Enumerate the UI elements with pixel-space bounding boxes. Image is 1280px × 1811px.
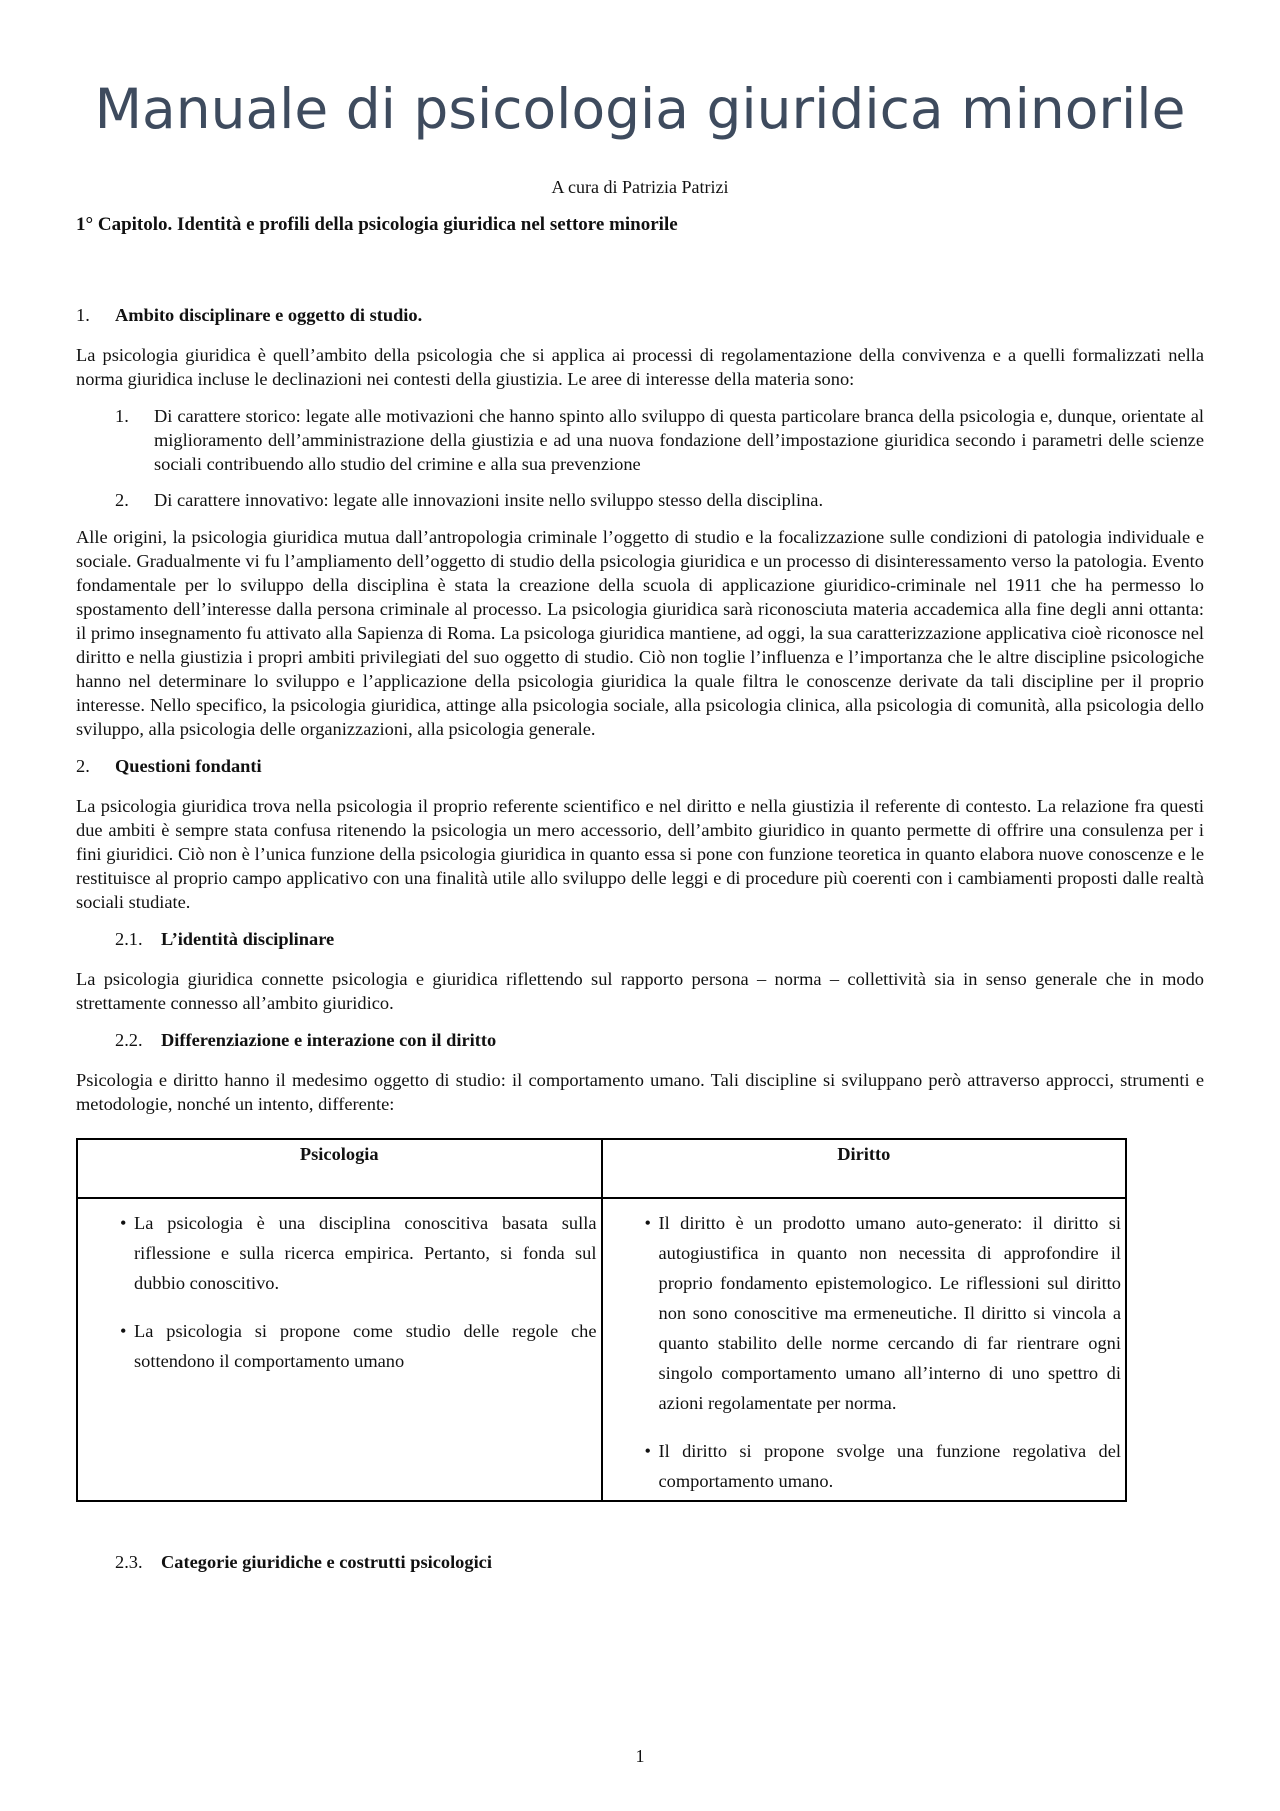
list-item-number: 1. [115, 406, 129, 426]
interest-areas-list [76, 404, 1204, 512]
table-header-row [77, 1139, 1126, 1198]
bullet-icon: • [644, 1213, 651, 1233]
diritto-bullets [607, 1208, 1122, 1496]
section-2-3-heading [76, 1550, 1204, 1574]
psicologia-cell [77, 1198, 602, 1501]
list-item-text: Di carattere storico: legate alle motivazioni che hanno spinto allo sviluppo di questa particolare branca della psicologia e, dunque, orientate al miglioramento dell’amministrazione della giustizia e ad una nuova fondazione dell’impostazione giuridica secondo i parametri delle scienze sociali contribuendo allo studio del crimine e alla sua prevenzione [154, 406, 1204, 474]
list-item [76, 488, 1204, 512]
bullet-text: Il diritto si propone svolge una funzione regolativa del comportamento umano. [658, 1441, 1121, 1491]
section-title: Ambito disciplinare e oggetto di studio. [115, 305, 423, 325]
section-number: 1. [76, 305, 90, 325]
list-item [607, 1436, 1122, 1496]
column-header-diritto: Diritto [602, 1139, 1127, 1198]
diritto-cell [602, 1198, 1127, 1501]
section-number: 2.1. [115, 929, 143, 949]
section-number: 2.3. [115, 1552, 143, 1572]
section-number: 2. [76, 756, 90, 776]
section-1-body: Alle origini, la psicologia giuridica mutua dall’antropologia criminale l’oggetto di studio e la focalizzazione sulle condizioni di patologia individuale e sociale. Gradualmente vi fu l’ampliamento dell’oggetto di studio della psicologia giuridica e un processo di disinteressamento verso la patologia. Evento fondamentale per lo sviluppo della disciplina è stata la creazione della scuola di applicazione giuridico-criminale nel 1911 che ha permesso lo spostamento dell’interesse dalla persona criminale al processo. La psicologia giuridica sarà riconosciuta materia accademica alla fine degli anni ottanta: il primo insegnamento fu attivato alla Sapienza di Roma. La psicologa giuridica mantiene, ad oggi, la sua caratterizzazione applicativa cioè riconosce nel diritto e nella giustizia i propri ambiti privilegiati del suo oggetto di studio. Ciò non toglie l’influenza e l’importanza che le altre discipline psicologiche hanno nel determinare lo sviluppo e l’applicazione della psicologia giuridica la quale filtra le conoscenze derivate da tali discipline per il proprio interesse. Nello specifico, la psicologia giuridica, attinge alla psicologia sociale, alla psicologia clinica, alla psicologia di comunità, alla psicologia dello sviluppo, alla psicologia delle organizzazioni, alla psicologia generale. [76, 527, 1204, 739]
document-subtitle: A cura di Patrizia Patrizi [551, 177, 729, 197]
list-item [82, 1208, 597, 1298]
section-2-1-body: La psicologia giuridica connette psicologia e giuridica riflettendo sul rapporto persona – norma – collettività sia in senso generale che in modo strettamente connesso all’ambito giuridico. [76, 969, 1204, 1013]
bullet-icon: • [120, 1321, 127, 1341]
bullet-icon: • [120, 1213, 127, 1233]
list-item-text: Di carattere innovativo: legate alle innovazioni insite nello sviluppo stesso della disciplina. [154, 490, 824, 510]
section-2-body: La psicologia giuridica trova nella psicologia il proprio referente scientifico e nel diritto e nella giustizia il referente di contesto. La relazione fra questi due ambiti è sempre stata confusa ritenendo la psicologia un mero accessorio, dell’ambito giuridico in quanto permette di offrire una consulenza per i fini giuridici. Ciò non è l’unica funzione della psicologia giuridica in quanto essa si pone con funzione teoretica in quanto elabora nuove conoscenze e le restituisce al proprio campo applicativo con una finalità utile allo sviluppo delle leggi e di procedure più coerenti con i cambiamenti proposti dalle realtà sociali studiate. [76, 796, 1204, 912]
bullet-icon: • [644, 1441, 651, 1461]
bullet-text: La psicologia si propone come studio delle regole che sottendono il comportamento umano [134, 1321, 597, 1371]
chapter-title: 1° Capitolo. Identità e profili della psicologia giuridica nel settore minorile [76, 214, 678, 235]
document-title: Manuale di psicologia giuridica minorile [94, 77, 1186, 141]
column-header-psicologia: Psicologia [77, 1139, 602, 1198]
section-2-heading [76, 754, 1204, 778]
section-2-2-body: Psicologia e diritto hanno il medesimo oggetto di studio: il comportamento umano. Tali discipline si sviluppano però attraverso approcci, strumenti e metodologie, nonché un intento, differente: [76, 1070, 1204, 1114]
list-item [607, 1208, 1122, 1418]
bullet-text: La psicologia è una disciplina conoscitiva basata sulla riflessione e sulla ricerca empirica. Pertanto, si fonda sul dubbio conoscitivo. [134, 1213, 597, 1293]
section-number: 2.2. [115, 1030, 143, 1050]
psicologia-bullets [82, 1208, 597, 1376]
section-title: Differenziazione e interazione con il diritto [161, 1030, 497, 1050]
section-2-2-heading [76, 1028, 1204, 1052]
section-1-intro: La psicologia giuridica è quell’ambito della psicologia che si applica ai processi di regolamentazione della convivenza e a quelli formalizzati nella norma giuridica incluse le declinazioni nei contesti della giustizia. Le aree di interesse della materia sono: [76, 345, 1204, 389]
section-title: L’identità disciplinare [161, 929, 335, 949]
section-title: Questioni fondanti [115, 756, 262, 776]
list-item-number: 2. [115, 490, 129, 510]
bullet-text: Il diritto è un prodotto umano auto-generato: il diritto si autogiustifica in quanto non necessita di approfondire il proprio fondamento epistemologico. Le riflessioni sul diritto non sono conoscitive ma ermeneutiche. Il diritto si vincola a quanto stabilito delle norme cercando di far rientrare ogni singolo comportamento umano all’interno di uno spettro di azioni regolamentate per norma. [658, 1213, 1121, 1413]
list-item [76, 404, 1204, 476]
table-row [77, 1198, 1126, 1501]
section-1-heading [76, 303, 1204, 327]
comparison-table [76, 1138, 1127, 1502]
section-2-1-heading [76, 927, 1204, 951]
page-number: 1 [635, 1746, 645, 1766]
section-title: Categorie giuridiche e costrutti psicologici [161, 1552, 492, 1572]
list-item [82, 1316, 597, 1376]
